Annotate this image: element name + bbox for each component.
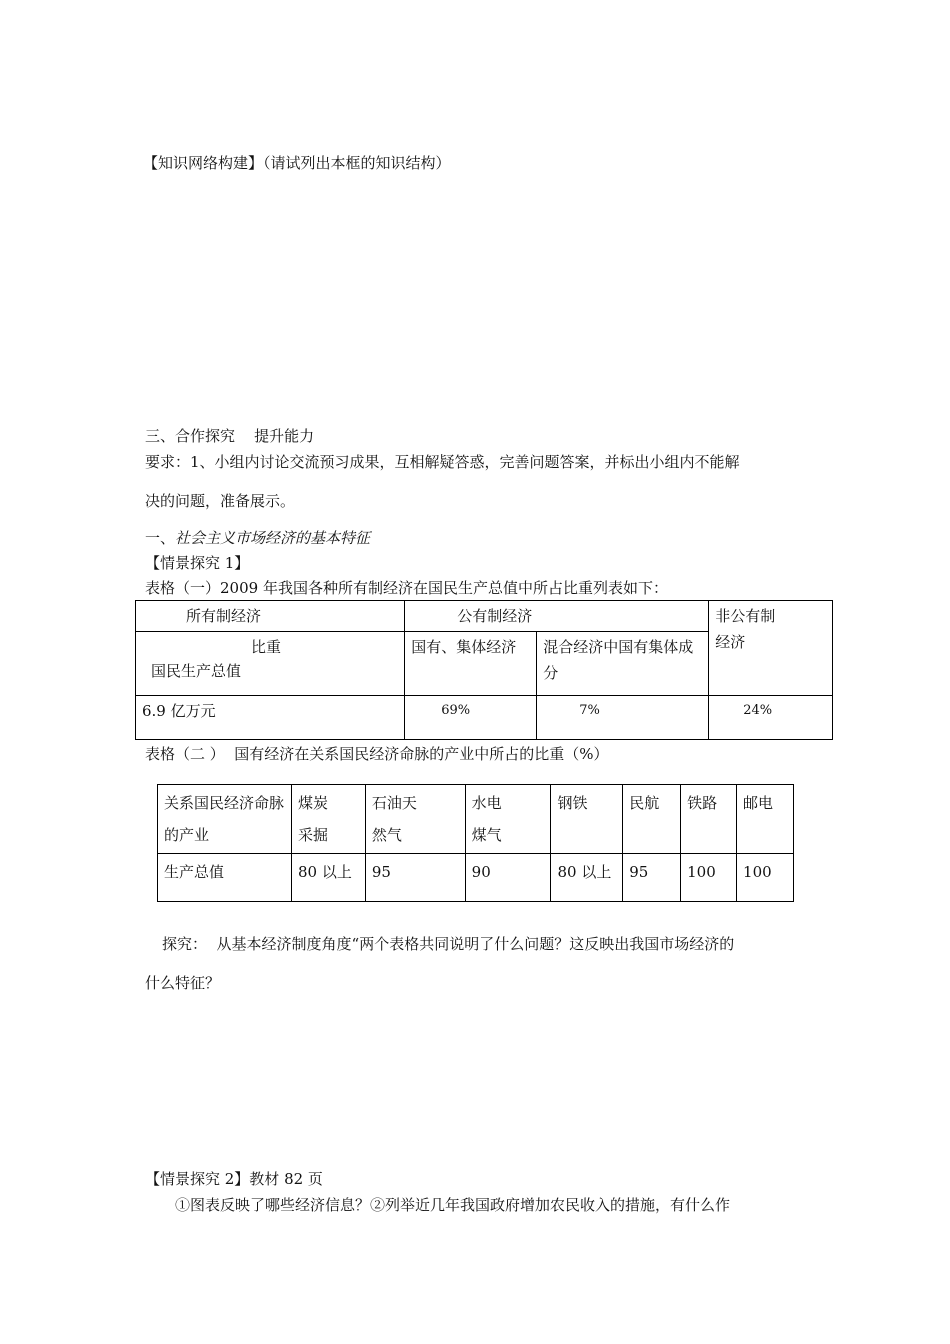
part-one-heading <box>145 528 370 548</box>
table-two-value-post: 100 <box>737 854 794 902</box>
table-one-value-state: 69% <box>405 696 537 740</box>
explore-line-1: 探究： 从基本经济制度角度“两个表格共同说明了什么问题？这反映出我国市场经济的 <box>162 935 735 953</box>
table-one-caption: 表格（一）2009 年我国各种所有制经济在国民生产总值中所占比重列表如下： <box>145 579 668 597</box>
section-three-title: 三、合作探究 提升能力 <box>145 427 315 445</box>
table-two-header-coal: 煤炭采掘 <box>291 785 365 854</box>
part-one-heading-text: 社会主义市场经济的基本特征 <box>175 529 371 547</box>
table-two-value-oil-gas: 95 <box>365 854 465 902</box>
knowledge-network-header: 【知识网络构建】（请试列出本框的知识结构） <box>143 154 451 172</box>
table-one-value-mixed: 7% <box>537 696 709 740</box>
table-two-value-railway: 100 <box>681 854 737 902</box>
inquiry-one-title: 【情景探究 1】 <box>145 554 250 572</box>
table-one-header-ownership: 所有制经济 <box>136 601 405 632</box>
inquiry-two-title: 【情景探究 2】教材 82 页 <box>145 1170 323 1188</box>
table-two-value-utilities: 90 <box>465 854 551 902</box>
table-two-row-label: 生产总值 <box>158 854 292 902</box>
table-two-header-steel: 钢铁 <box>551 785 623 854</box>
table-two-header-oil-gas: 石油天然气 <box>365 785 465 854</box>
table-one <box>135 600 833 740</box>
table-two <box>157 784 794 902</box>
table-two-caption: 表格（二 ） 国有经济在关系国民经济命脉的产业中所占的比重（%） <box>145 745 609 763</box>
table-two-value-coal: 80 以上 <box>291 854 365 902</box>
table-two-value-steel: 80 以上 <box>551 854 623 902</box>
table-two-header-aviation: 民航 <box>623 785 681 854</box>
inquiry-two-line-1: ①图表反映了哪些经济信息？②列举近几年我国政府增加农民收入的措施，有什么作 <box>175 1196 731 1214</box>
table-one-value-gdp: 6.9 亿万元 <box>136 696 405 740</box>
table-one-value-nonpublic: 24% <box>709 696 833 740</box>
table-one-header-state: 国有、集体经济 <box>405 632 537 696</box>
table-two-header-utilities: 水电煤气 <box>465 785 551 854</box>
requirement-line-1: 要求：1、小组内讨论交流预习成果，互相解疑答惑，完善问题答案，并标出小组内不能解 <box>145 453 740 471</box>
table-two-header-post: 邮电 <box>737 785 794 854</box>
part-one-heading-prefix: 一、 <box>145 529 176 547</box>
table-one-header-nonpublic: 非公有制经济 <box>709 601 833 696</box>
table-one-header-public: 公有制经济 <box>405 601 709 632</box>
table-one-header-ratio-gdp: 比重 国民生产总值 <box>136 632 405 696</box>
table-two-header-railway: 铁路 <box>681 785 737 854</box>
table-two-value-aviation: 95 <box>623 854 681 902</box>
table-one-header-mixed: 混合经济中国有集体成分 <box>537 632 709 696</box>
requirement-line-2: 决的问题，准备展示。 <box>145 492 296 510</box>
explore-line-2: 什么特征？ <box>145 974 221 992</box>
table-two-header-industry: 关系国民经济命脉的产业 <box>158 785 292 854</box>
